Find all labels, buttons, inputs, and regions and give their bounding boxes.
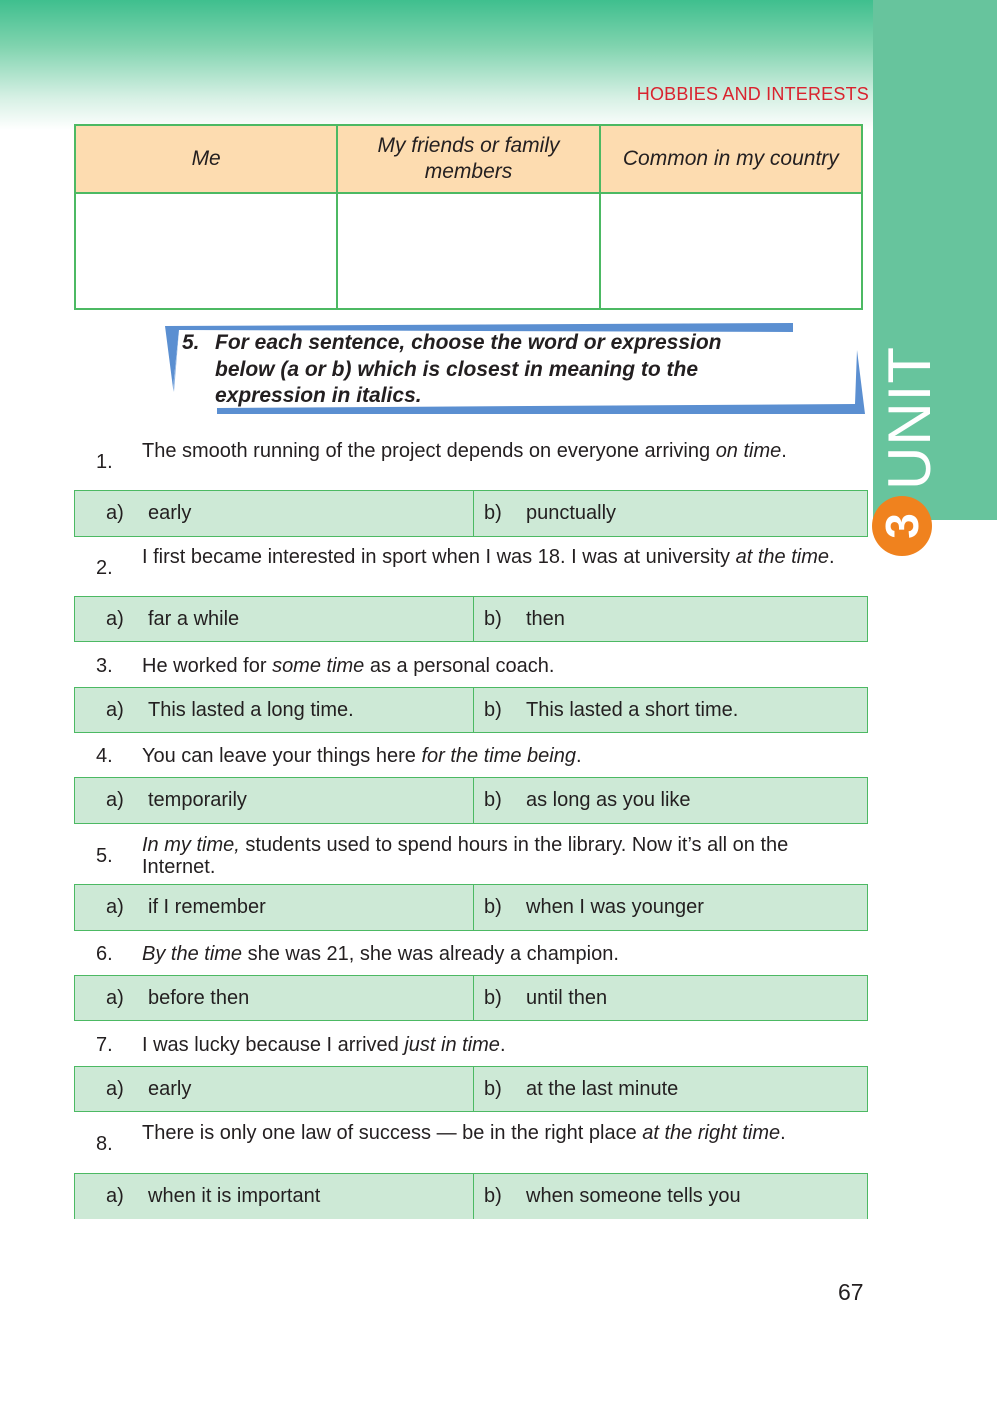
question-number: 1. bbox=[96, 451, 113, 473]
option-b-label: b) bbox=[484, 1077, 502, 1100]
question-text bbox=[142, 943, 862, 965]
header-band bbox=[0, 0, 873, 130]
option-a-label: a) bbox=[106, 789, 124, 811]
question-italic-expression: In my time, bbox=[142, 834, 240, 856]
option-b[interactable] bbox=[473, 1067, 867, 1111]
question-text bbox=[142, 655, 862, 677]
question-italic-expression: for the time being bbox=[421, 745, 576, 767]
options-row-6 bbox=[74, 975, 868, 1021]
option-b-label: b) bbox=[484, 502, 502, 524]
question-text bbox=[142, 1034, 862, 1056]
table-cell-friends[interactable] bbox=[337, 193, 599, 309]
option-a-text: when it is important bbox=[148, 1185, 321, 1207]
question-text-end: she was 21, she was already a champion. bbox=[242, 943, 619, 965]
option-b-text: when I was younger bbox=[526, 896, 704, 918]
option-b[interactable] bbox=[473, 597, 867, 641]
option-b-label: b) bbox=[484, 896, 502, 918]
task-line-1: For each sentence, choose the word or expression bbox=[215, 331, 722, 354]
task-line-2: below (a or b) which is closest in meaning to the bbox=[215, 357, 699, 381]
option-a[interactable] bbox=[75, 1174, 474, 1219]
options-row-8 bbox=[74, 1173, 868, 1219]
question-text bbox=[142, 440, 862, 462]
option-a[interactable] bbox=[75, 885, 474, 930]
option-b-label: b) bbox=[484, 607, 502, 630]
option-b[interactable] bbox=[473, 1174, 867, 1219]
question-text-plain: You can leave your things here bbox=[142, 745, 422, 767]
question-text bbox=[142, 834, 862, 878]
question-text-plain: I was lucky because I arrived bbox=[142, 1034, 405, 1056]
table-header-country: Common in my country bbox=[600, 125, 862, 193]
question-text bbox=[142, 546, 862, 568]
option-b-text: punctually bbox=[526, 502, 617, 524]
options-row-1 bbox=[74, 490, 868, 537]
option-b-text: then bbox=[526, 607, 565, 630]
options-row-7 bbox=[74, 1066, 868, 1112]
option-a-text: temporarily bbox=[148, 789, 247, 811]
unit-number-badge bbox=[872, 496, 932, 556]
option-b-text: This lasted a short time. bbox=[526, 698, 739, 721]
option-a-text: before then bbox=[148, 986, 250, 1009]
option-b-label: b) bbox=[484, 789, 502, 811]
option-a-text: early bbox=[148, 1077, 192, 1100]
options-row-4 bbox=[74, 777, 868, 824]
question-text-end: . bbox=[780, 1122, 786, 1144]
question-text-plain: I first became interested in sport when I was 18. I was at university bbox=[142, 546, 736, 568]
option-b-label: b) bbox=[484, 698, 502, 721]
option-a-label: a) bbox=[106, 986, 124, 1009]
question-text-plain: There is only one law of success — be in the right place bbox=[142, 1122, 643, 1144]
question-number: 8. bbox=[96, 1133, 113, 1155]
question-text-end: . bbox=[575, 745, 582, 767]
options-row-5 bbox=[74, 884, 868, 931]
option-b-label: b) bbox=[484, 1185, 502, 1207]
option-a[interactable] bbox=[75, 597, 474, 641]
option-a-label: a) bbox=[106, 896, 124, 918]
question-text-plain: He worked for bbox=[142, 655, 273, 677]
table-header-row bbox=[75, 125, 862, 193]
question-number: 4. bbox=[96, 745, 113, 767]
table-answer-row bbox=[75, 193, 862, 309]
option-b-label: b) bbox=[484, 986, 502, 1009]
option-a-label: a) bbox=[106, 1185, 124, 1207]
option-a-label: a) bbox=[106, 1077, 124, 1100]
option-a-text: early bbox=[148, 502, 192, 524]
table-cell-me[interactable] bbox=[75, 193, 337, 309]
question-text bbox=[142, 745, 862, 767]
table-cell-country[interactable] bbox=[600, 193, 862, 309]
question-italic-expression: just in time bbox=[404, 1034, 500, 1056]
option-a[interactable] bbox=[75, 778, 474, 823]
table-header-friends: My friends or family members bbox=[337, 125, 599, 193]
question-text-end: . bbox=[828, 546, 835, 568]
task-number: 5. bbox=[182, 331, 200, 354]
page-number: 67 bbox=[838, 1279, 864, 1305]
table-header-me: Me bbox=[75, 125, 337, 193]
interests-table bbox=[74, 124, 863, 310]
task-instruction bbox=[182, 330, 842, 410]
option-b[interactable] bbox=[473, 885, 867, 930]
question-number: 5. bbox=[96, 845, 113, 867]
question-number: 6. bbox=[96, 943, 113, 965]
question-number: 3. bbox=[96, 655, 113, 677]
question-text bbox=[142, 1122, 862, 1144]
option-a-text: if I remember bbox=[148, 896, 266, 918]
unit-word: UNIT bbox=[876, 346, 943, 490]
question-number: 2. bbox=[96, 557, 113, 579]
option-b[interactable] bbox=[473, 778, 867, 823]
question-italic-expression: at the time bbox=[735, 546, 829, 568]
unit-number: 3 bbox=[876, 513, 928, 539]
question-text-end: . bbox=[499, 1034, 506, 1056]
question-italic-expression: By the time bbox=[142, 943, 243, 965]
option-b-text: until then bbox=[526, 986, 608, 1009]
option-a-label: a) bbox=[106, 607, 124, 630]
option-b[interactable] bbox=[473, 688, 867, 732]
option-a-label: a) bbox=[106, 698, 124, 721]
question-italic-expression: some time bbox=[272, 655, 365, 677]
question-text-plain: The smooth running of the project depends on everyone arriving bbox=[142, 440, 716, 462]
task-line-3: expression in italics. bbox=[215, 384, 422, 407]
question-number: 7. bbox=[96, 1034, 113, 1056]
question-text-end: . bbox=[781, 440, 787, 462]
option-a-text: This lasted a long time. bbox=[148, 698, 354, 721]
option-b-text: at the last minute bbox=[526, 1077, 679, 1100]
option-b-text: when someone tells you bbox=[526, 1185, 741, 1207]
question-text-end: students used to spend hours in the library. Now it’s all on the Internet. bbox=[142, 834, 789, 878]
options-row-3 bbox=[74, 687, 868, 733]
option-a[interactable] bbox=[75, 491, 474, 536]
option-a-text: far a while bbox=[148, 607, 240, 630]
option-b-text: as long as you like bbox=[526, 789, 691, 811]
option-a[interactable] bbox=[75, 1067, 474, 1111]
section-label: HOBBIES AND INTERESTS bbox=[636, 84, 869, 104]
option-b[interactable] bbox=[473, 976, 867, 1020]
options-row-2 bbox=[74, 596, 868, 642]
question-italic-expression: on time bbox=[715, 440, 782, 462]
option-b[interactable] bbox=[473, 491, 867, 536]
question-text-end: as a personal coach. bbox=[364, 655, 555, 677]
option-a[interactable] bbox=[75, 688, 474, 732]
question-italic-expression: at the right time bbox=[642, 1122, 781, 1144]
option-a[interactable] bbox=[75, 976, 474, 1020]
option-a-label: a) bbox=[106, 502, 124, 524]
